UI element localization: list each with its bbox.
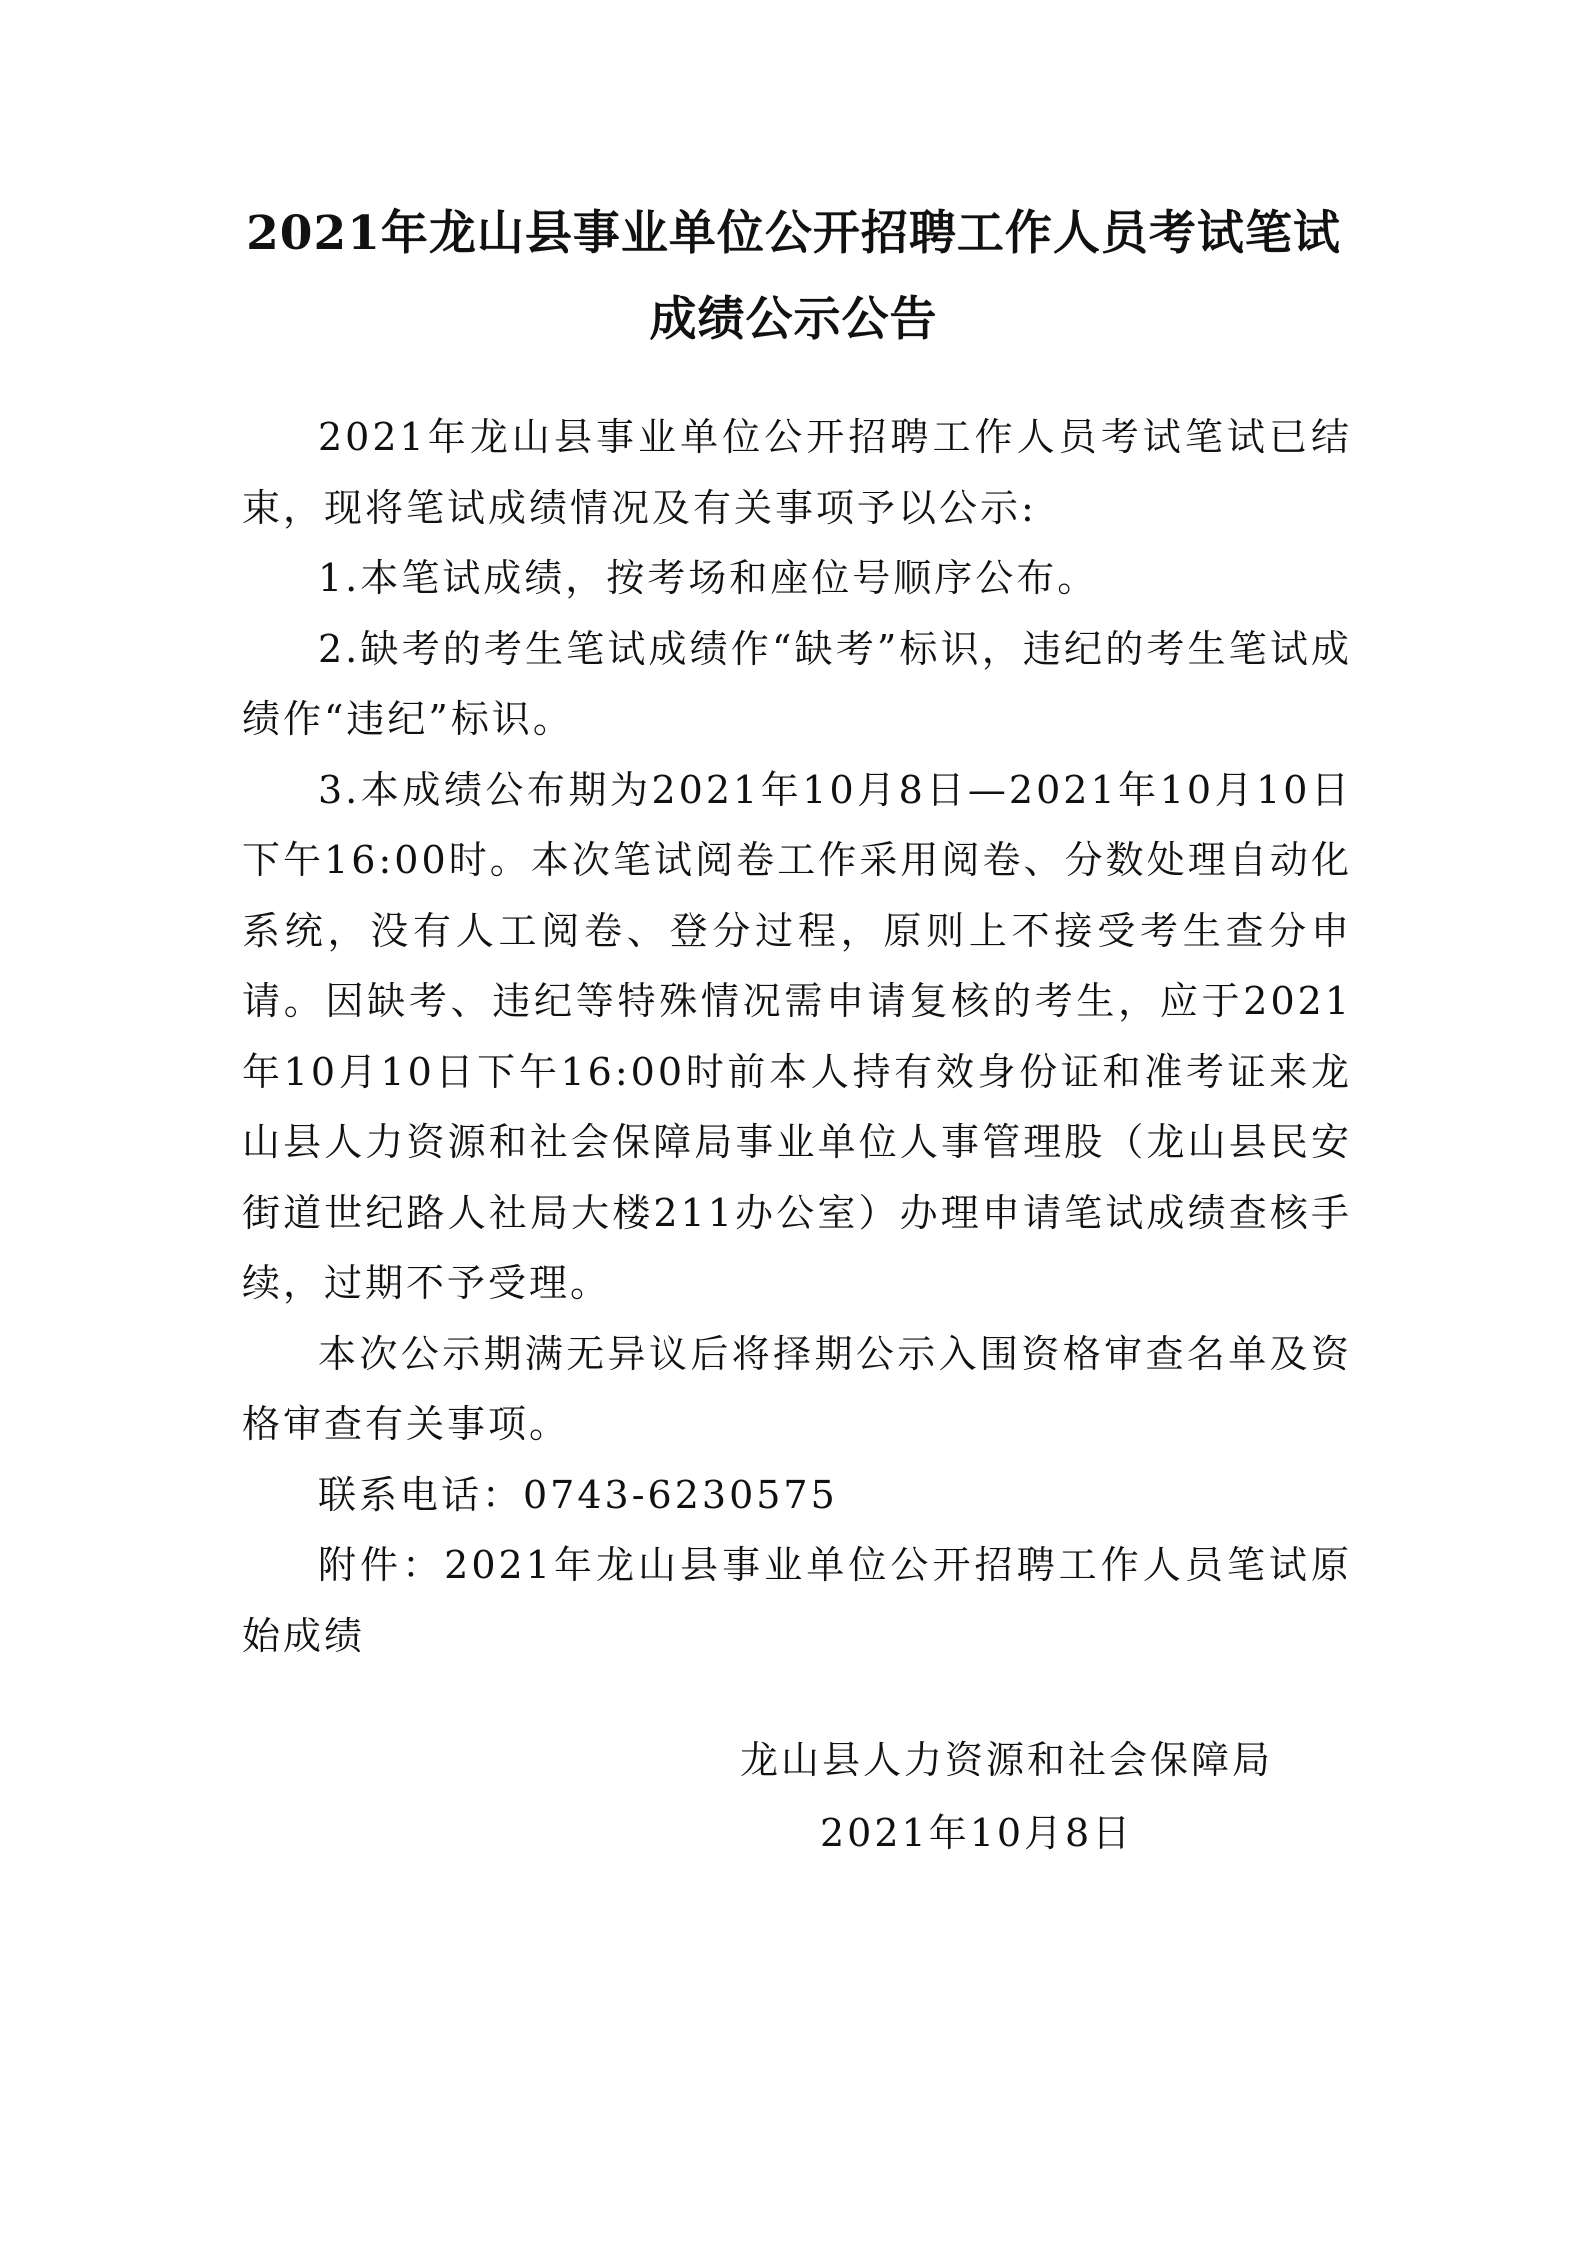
signature-date: 2021年10月8日 bbox=[820, 1811, 1134, 1855]
paragraph-item-3: 3.本成绩公布期为2021年10月8日—2021年10月10日下午16:00时。本次笔试阅卷工作采用阅卷、分数处理自动化系统，没有人工阅卷、登分过程，原则上不接受考生查分申请。因缺考、违纪等特殊情况需申请复核的考生，应于2021年10月10日下午16:00时前本人持有效身份证和准考证来龙山县人力资源和社会保障局事业单位人事管理股（龙山县民安街道世纪路人社局大楼211办公室）办理申请笔试成绩查核手续，过期不予受理。 bbox=[242, 767, 1352, 1305]
paragraph-contact-phone: 联系电话：0743-6230575 bbox=[318, 1472, 838, 1517]
paragraph-intro: 2021年龙山县事业单位公开招聘工作人员考试笔试已结束，现将笔试成绩情况及有关事项予以公示: bbox=[242, 415, 1352, 530]
document-body bbox=[242, 402, 1352, 1671]
signature-organization: 龙山县人力资源和社会保障局 bbox=[740, 1738, 1274, 1782]
document-title-line-1: 2021年龙山县事业单位公开招聘工作人员考试笔试 bbox=[246, 206, 1341, 261]
paragraph-item-1: 1.本笔试成绩，按考场和座位号顺序公布。 bbox=[318, 556, 1099, 600]
paragraph-followup: 本次公示期满无异议后将择期公示入围资格审查名单及资格审查有关事项。 bbox=[242, 1331, 1352, 1446]
document-title-line-2: 成绩公示公告 bbox=[649, 292, 938, 347]
paragraph-attachment: 附件：2021年龙山县事业单位公开招聘工作人员笔试原始成绩 bbox=[242, 1543, 1352, 1658]
paragraph-item-2: 2.缺考的考生笔试成绩作“缺考”标识，违纪的考生笔试成绩作“违纪”标识。 bbox=[242, 626, 1352, 741]
